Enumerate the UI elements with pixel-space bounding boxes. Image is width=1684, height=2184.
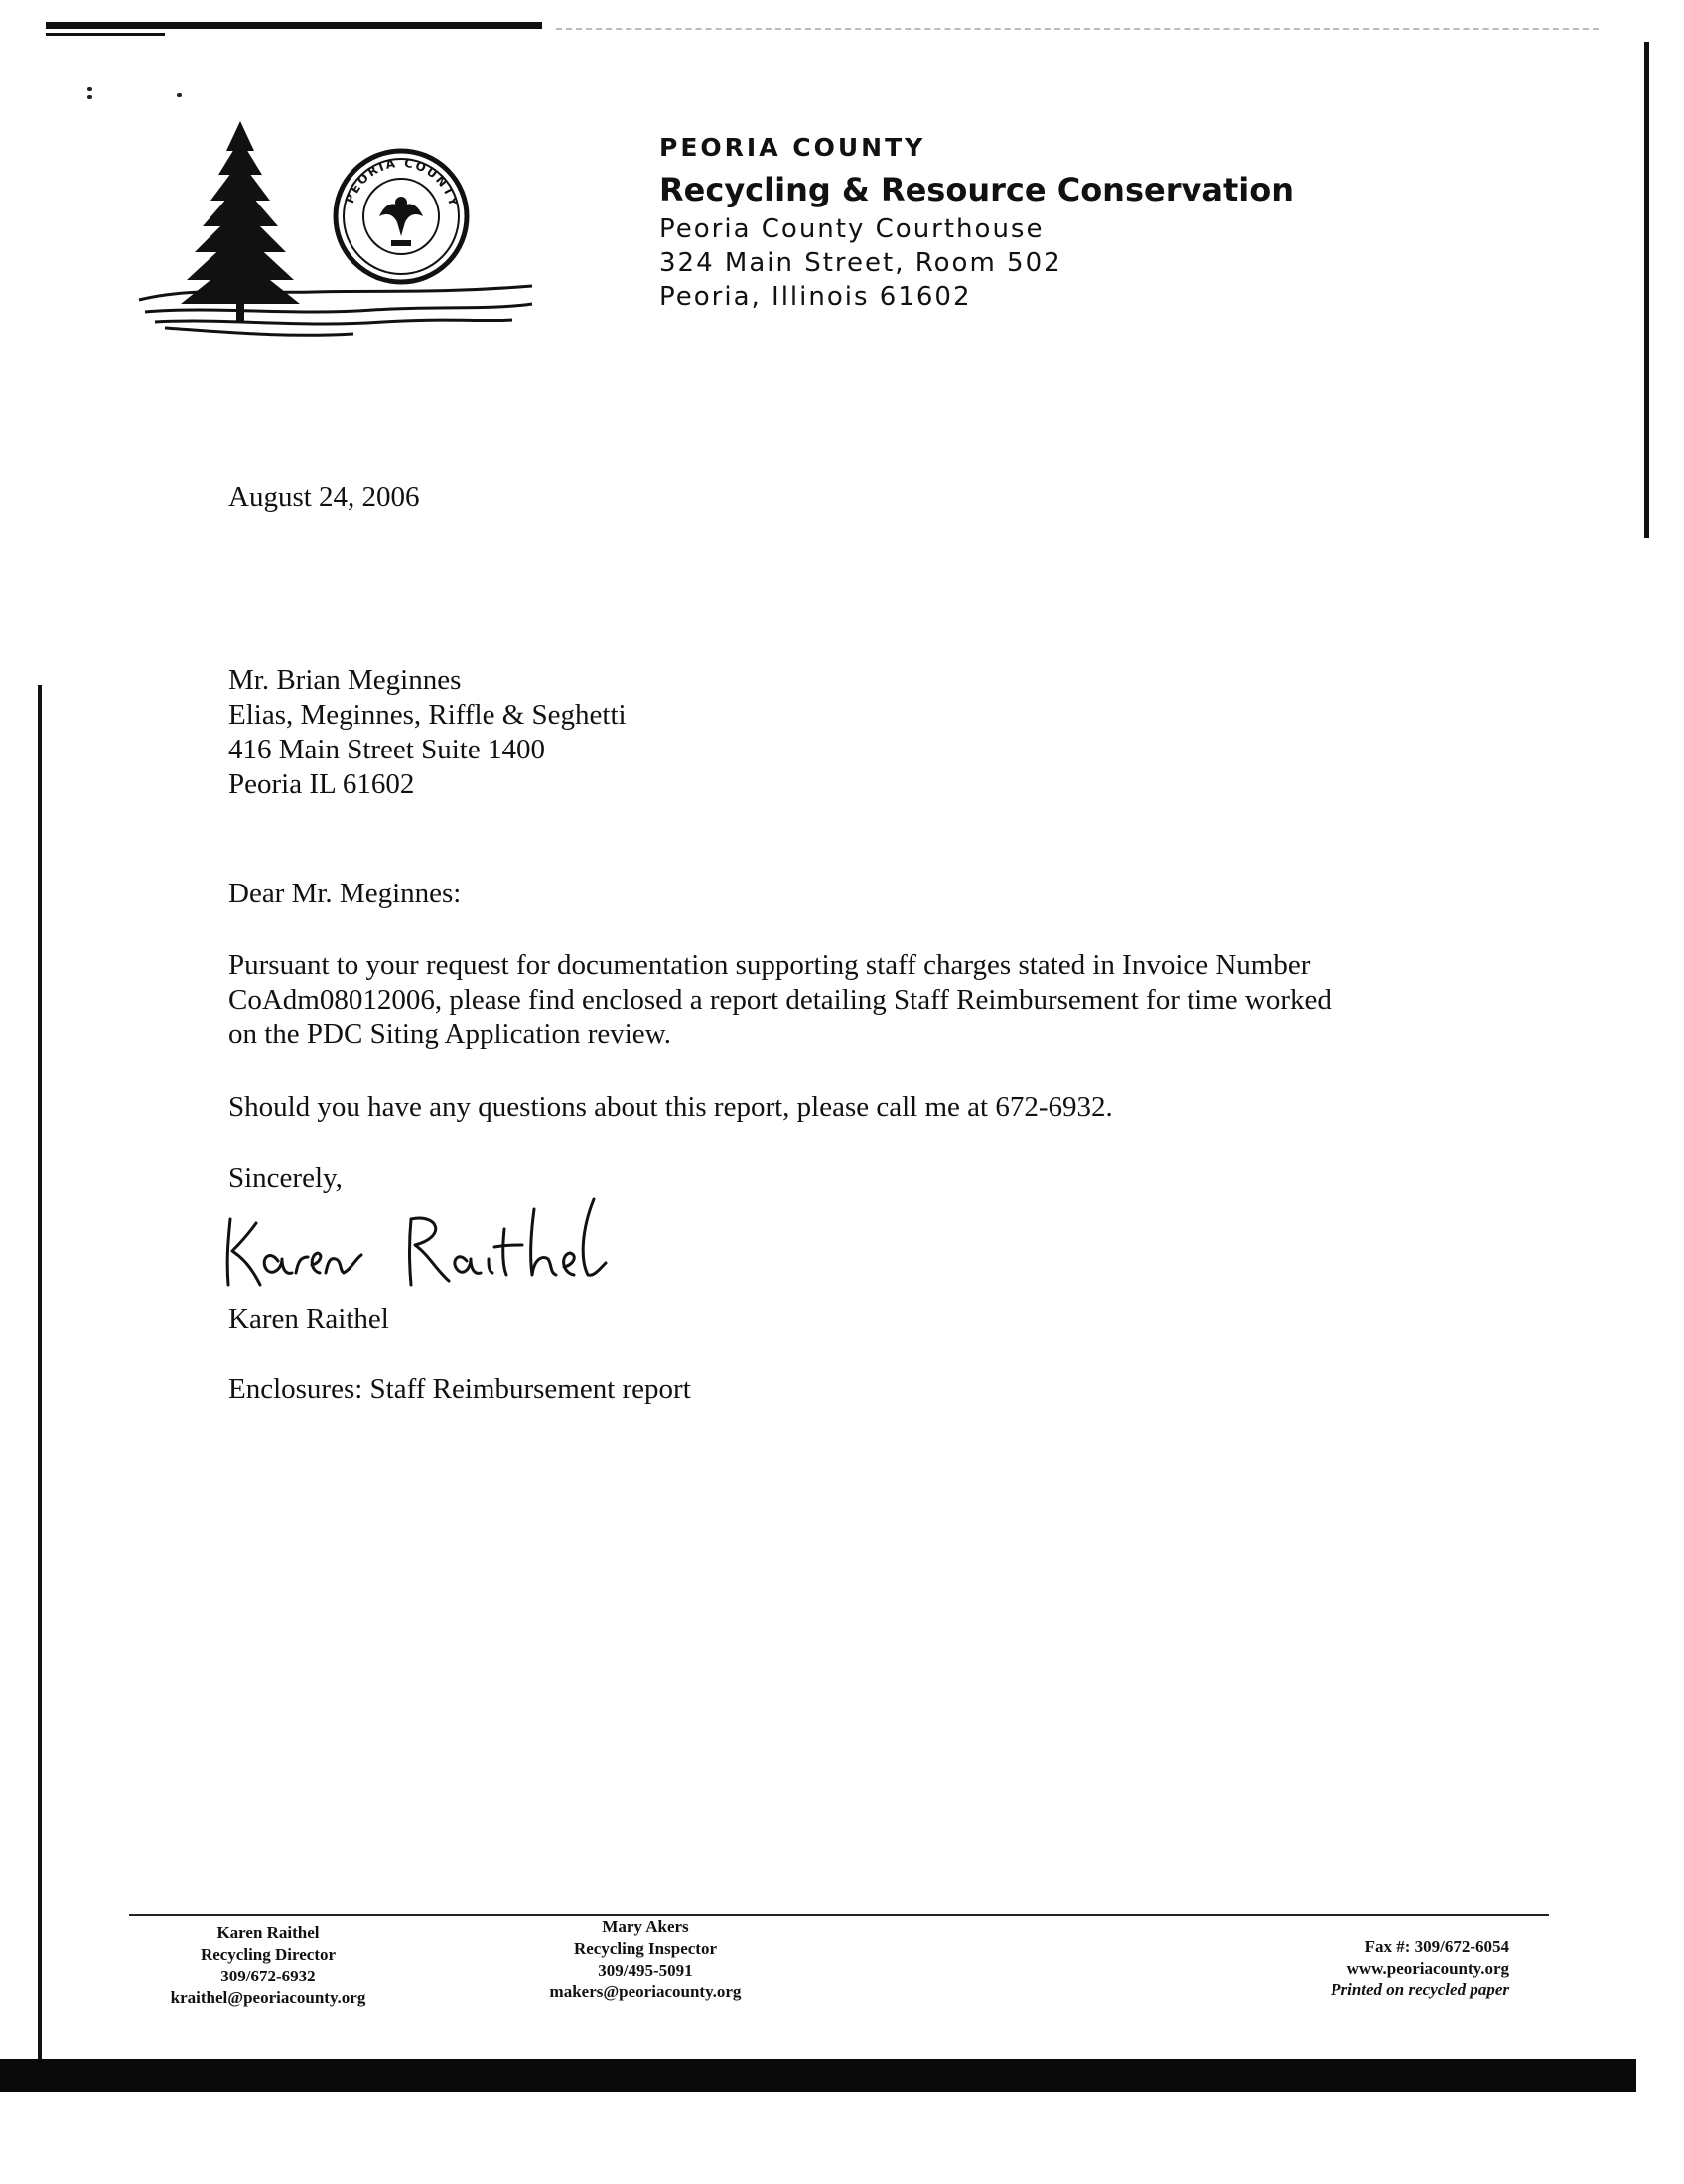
footer-phone: 309/495-5091 <box>598 1961 693 1979</box>
footer-title: Recycling Director <box>200 1945 337 1964</box>
signer-name: Karen Raithel <box>228 1303 389 1335</box>
body-paragraph-line: CoAdm08012006, please find enclosed a report detailing Staff Reimbursement for time worked <box>228 984 1332 1016</box>
footer-phone: 309/672-6932 <box>220 1967 316 1985</box>
seal-text: PEORIA COUNTY <box>343 155 462 209</box>
county-logo <box>135 117 542 341</box>
body-paragraph-line: on the PDC Siting Application review. <box>228 1019 671 1050</box>
footer-email: kraithel@peoriacounty.org <box>170 1988 366 2007</box>
scan-speck <box>87 87 92 91</box>
footer-rule <box>129 1914 1549 1916</box>
footer-email: makers@peoriacounty.org <box>549 1982 742 2001</box>
county-seal-icon <box>336 151 467 282</box>
scan-edge-dash <box>556 28 1599 30</box>
scan-edge-line <box>46 33 165 36</box>
letter-date: August 24, 2006 <box>228 481 420 513</box>
scan-edge-bar <box>38 685 42 2065</box>
letterhead-building: Peoria County Courthouse <box>659 214 1045 244</box>
recipient-city: Peoria IL 61602 <box>228 768 415 800</box>
letterhead-city: Peoria, Illinois 61602 <box>659 282 972 312</box>
closing: Sincerely, <box>228 1162 343 1194</box>
footer-contact-left <box>149 1922 387 2009</box>
scan-edge-bar <box>1644 42 1649 538</box>
footer-contact-right <box>1251 1936 1509 2001</box>
footer-name: Karen Raithel <box>216 1923 320 1942</box>
footer-note: Printed on recycled paper <box>1331 1980 1509 1999</box>
footer-website: www.peoriacounty.org <box>1346 1959 1509 1978</box>
footer-fax: Fax #: 309/672-6054 <box>1364 1937 1509 1956</box>
scan-edge-line <box>46 22 542 29</box>
letterhead-street: 324 Main Street, Room 502 <box>659 248 1062 278</box>
recipient-firm: Elias, Meginnes, Riffle & Seghetti <box>228 699 627 731</box>
scan-bottom-bar <box>0 2059 1636 2092</box>
salutation: Dear Mr. Meginnes: <box>228 878 462 909</box>
scan-speck <box>177 93 182 97</box>
body-paragraph-line: Pursuant to your request for documentation supporting staff charges stated in Invoice Number <box>228 949 1311 981</box>
letterhead-organization: PEORIA COUNTY <box>659 133 926 162</box>
body-paragraph: Should you have any questions about this report, please call me at 672-6932. <box>228 1091 1113 1123</box>
footer-title: Recycling Inspector <box>573 1939 717 1958</box>
footer-name: Mary Akers <box>602 1917 689 1936</box>
letterhead-department: Recycling & Resource Conservation <box>659 171 1294 208</box>
enclosures: Enclosures: Staff Reimbursement report <box>228 1373 691 1405</box>
footer-contact-middle <box>526 1916 765 2003</box>
recipient-street: 416 Main Street Suite 1400 <box>228 734 545 765</box>
water-lines-icon <box>139 286 532 335</box>
signature <box>216 1189 653 1298</box>
scan-speck <box>87 95 92 99</box>
recipient-name: Mr. Brian Meginnes <box>228 664 462 696</box>
